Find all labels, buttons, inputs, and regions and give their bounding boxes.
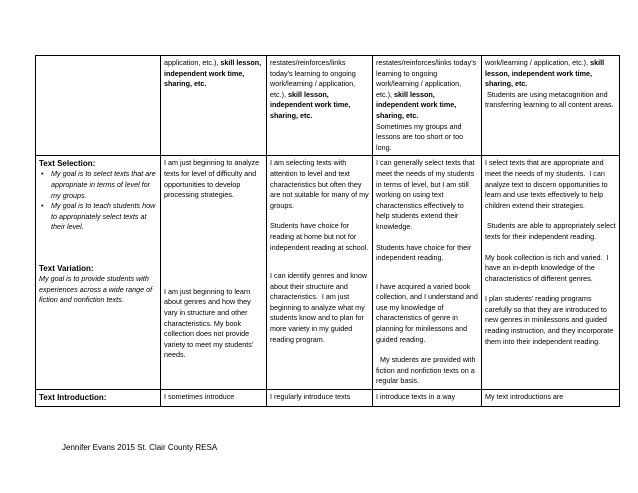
level3-variation: I have acquired a varied book collection, and I understand and use my knowledge of characteristics of genre in planning for minilessons and guided reading. — [376, 281, 480, 344]
level4-choice: Students are able to appropriately select texts for their independent reading. — [485, 221, 618, 241]
level4-collection: My book collection is rich and varied. I have an in-depth knowledge of the characteristics of different genres. — [485, 252, 611, 283]
footer-credit: Jennifer Evans 2015 St. Clair County RESA — [62, 443, 218, 452]
level1-intro: I sometimes introduce — [164, 392, 235, 402]
level4-cell — [482, 156, 620, 390]
level3-cell — [373, 156, 482, 390]
level3-cell — [373, 56, 482, 156]
level2-cell — [267, 156, 373, 390]
level3-intro: I introduce texts in a way — [376, 392, 456, 402]
bullet-icon: • — [41, 169, 44, 179]
level2-cell — [267, 390, 373, 407]
bold-text-run: skill lesson, independent work time, sharing, etc. — [376, 89, 459, 120]
level4-plan: I plan students’ reading programs carefully so that they are introduced to new genres in minilessons and guided reading instruction, and they incorporate them into their independent reading. — [485, 294, 616, 346]
level4-cell — [482, 390, 620, 407]
bold-text-run: skill lesson, independent work time, sharing, etc. — [270, 89, 353, 120]
rubric-table — [35, 55, 620, 407]
level2-choice: Students have choice for reading at home but not for independent reading at school. — [270, 221, 369, 252]
table-row-continuation — [36, 56, 620, 156]
goal-text: My goal is to teach students how to appropriately select texts at their level. — [51, 201, 156, 232]
table-row-text-introduction — [36, 390, 620, 407]
level1-selection: I am just beginning to analyze texts for level of difficulty and opportunities to develop processing strategies. — [164, 158, 262, 200]
level1-variation: I am just beginning to learn about genres and how they vary in structure and other characteristics. My book collection does not provide variety to meet my students’ needs. — [164, 286, 256, 360]
bold-text-run: skill lesson, independent work time, sharing, etc. — [164, 58, 264, 89]
list-item — [41, 201, 157, 233]
level4-cell — [482, 56, 620, 156]
goal-list — [39, 169, 157, 233]
text-run: work/learning / application, etc.), — [485, 58, 591, 67]
table-row-text-selection — [36, 156, 620, 390]
text-selection-heading: Text Selection: — [39, 159, 96, 169]
text-run: restates/reinforces/links today’s learning to ongoing work/learning / application, etc.), — [270, 58, 358, 99]
level4-intro: My text introductions are — [485, 392, 564, 402]
level4-selection: I select texts that are appropriate and meet the needs of my students. I can analyze text to discern opportunities to learn and use texts effectively to help children extend their strategies. — [485, 158, 610, 210]
text-run: Sometimes my groups and lessons are too short or too long. — [376, 121, 464, 152]
text-run: Students are using metacognition and transferring learning to all content areas. — [485, 89, 614, 110]
goal-text: My goal is to select texts that are appropriate in terms of level for my groups. — [51, 169, 156, 200]
level3-cell — [373, 390, 482, 407]
criteria-cell — [36, 390, 161, 407]
level3-provided: My students are provided with fiction and nonfiction texts on a regular basis. — [376, 355, 478, 386]
variation-goal: My goal is to provide students with experiences across a wide range of fiction and nonfiction texts. — [39, 273, 153, 305]
level1-cell — [161, 156, 267, 390]
text-run: restates/reinforces/links today’s learning to ongoing work/learning / application, etc.), — [376, 58, 479, 99]
level2-variation: I can identify genres and know about their structure and characteristics. I am just beginning to analyze what my students know and to plan for more variety in my guided reading program. — [270, 271, 370, 344]
level3-selection: I can generally select texts that meet the needs of my students in terms of level, but I am still working on using text characteristics effectively to help students extend their knowledge. — [376, 158, 477, 231]
level1-cell — [161, 56, 267, 156]
text-variation-heading: Text Variation: — [39, 263, 94, 273]
level2-cell — [267, 56, 373, 156]
row-label-empty — [36, 56, 161, 156]
text-run: application, etc.), — [164, 58, 221, 67]
bullet-icon: • — [41, 201, 44, 211]
text-introduction-heading: Text Introduction: — [39, 393, 107, 403]
list-item — [41, 169, 157, 201]
bold-text-run: skill lesson, independent work time, sharing, etc. — [485, 58, 607, 89]
criteria-cell — [36, 156, 161, 390]
level2-selection: I am selecting texts with attention to level and text characteristics but often they are not suitable for many of my groups. — [270, 158, 371, 210]
level2-intro: I regularly introduce texts — [270, 392, 351, 402]
level3-choice: Students have choice for their independent reading. — [376, 242, 474, 263]
level1-cell — [161, 390, 267, 407]
